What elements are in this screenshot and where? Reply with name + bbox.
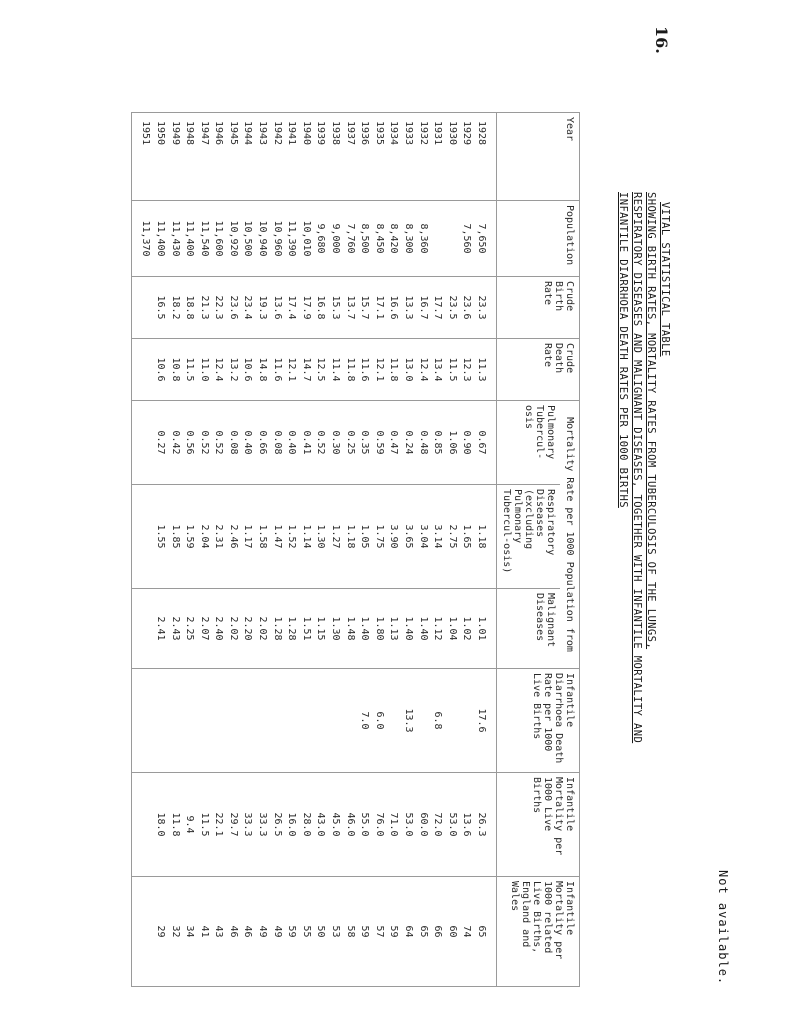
crude-birth-rate-cell: 18.8 bbox=[182, 277, 197, 339]
table-row bbox=[225, 113, 240, 987]
year-cell: 1951 bbox=[131, 113, 152, 201]
table-title: VITAL STATISTICAL TABLE bbox=[659, 202, 671, 357]
malignant-diseases-cell: 1.13 bbox=[386, 589, 401, 669]
crude-death-rate-cell: 13.4 bbox=[430, 339, 445, 401]
infantile-diarrhoea-cell bbox=[298, 669, 313, 773]
infantile-mortality-cell: 26.5 bbox=[269, 773, 284, 877]
pulmonary-tuberculosis-cell: 0.52 bbox=[313, 401, 328, 485]
malignant-diseases-cell: 1.80 bbox=[371, 589, 386, 669]
year-cell: 1944 bbox=[240, 113, 255, 201]
header-infantile-mortality: Infantile Mortality per 1000 Live Births bbox=[497, 773, 580, 877]
crude-birth-rate-cell: 23.6 bbox=[225, 277, 240, 339]
header-mortality-group: Mortality Rate per 1000 Population from bbox=[560, 401, 580, 669]
malignant-diseases-cell: 1.40 bbox=[357, 589, 372, 669]
infantile-diarrhoea-cell bbox=[269, 669, 284, 773]
crude-death-rate-cell bbox=[131, 339, 152, 401]
infantile-mortality-england-wales-cell: 43 bbox=[211, 877, 226, 987]
pulmonary-tuberculosis-cell: 0.90 bbox=[459, 401, 474, 485]
population-cell: 11,400 bbox=[182, 201, 197, 277]
year-cell: 1949 bbox=[167, 113, 182, 201]
infantile-mortality-cell: 13.6 bbox=[459, 773, 474, 877]
respiratory-diseases-cell: 3.14 bbox=[430, 485, 445, 589]
malignant-diseases-cell: 1.04 bbox=[444, 589, 459, 669]
crude-birth-rate-cell: 15.7 bbox=[357, 277, 372, 339]
infantile-diarrhoea-cell bbox=[211, 669, 226, 773]
infantile-diarrhoea-cell bbox=[342, 669, 357, 773]
respiratory-diseases-cell: 3.65 bbox=[400, 485, 415, 589]
year-cell: 1946 bbox=[211, 113, 226, 201]
pulmonary-tuberculosis-cell: 0.35 bbox=[357, 401, 372, 485]
crude-death-rate-cell: 12.4 bbox=[211, 339, 226, 401]
crude-birth-rate-cell: 15.3 bbox=[327, 277, 342, 339]
population-cell bbox=[430, 201, 445, 277]
year-cell: 1948 bbox=[182, 113, 197, 201]
population-cell: 10,010 bbox=[298, 201, 313, 277]
respiratory-diseases-cell: 1.75 bbox=[371, 485, 386, 589]
infantile-mortality-england-wales-cell: 64 bbox=[400, 877, 415, 987]
respiratory-diseases-cell: 1.18 bbox=[473, 485, 496, 589]
table-row bbox=[371, 113, 386, 987]
table-row bbox=[240, 113, 255, 987]
respiratory-diseases-cell bbox=[131, 485, 152, 589]
population-cell: 9,680 bbox=[313, 201, 328, 277]
table-row bbox=[182, 113, 197, 987]
table-row bbox=[386, 113, 401, 987]
infantile-mortality-cell: 11.8 bbox=[167, 773, 182, 877]
infantile-mortality-cell: 55.0 bbox=[357, 773, 372, 877]
infantile-diarrhoea-cell bbox=[327, 669, 342, 773]
malignant-diseases-cell: 2.02 bbox=[225, 589, 240, 669]
malignant-diseases-cell: 2.07 bbox=[196, 589, 211, 669]
infantile-diarrhoea-cell bbox=[182, 669, 197, 773]
infantile-mortality-england-wales-cell: 59 bbox=[386, 877, 401, 987]
crude-birth-rate-cell: 16.8 bbox=[313, 277, 328, 339]
malignant-diseases-cell: 1.02 bbox=[459, 589, 474, 669]
crude-birth-rate-cell: 19.3 bbox=[255, 277, 270, 339]
year-cell: 1931 bbox=[430, 113, 445, 201]
crude-death-rate-cell: 11.8 bbox=[342, 339, 357, 401]
respiratory-diseases-cell: 1.65 bbox=[459, 485, 474, 589]
table-body bbox=[131, 113, 496, 987]
population-cell: 7,560 bbox=[459, 201, 474, 277]
crude-birth-rate-cell: 17.7 bbox=[430, 277, 445, 339]
year-cell: 1942 bbox=[269, 113, 284, 201]
table-row bbox=[430, 113, 445, 987]
year-cell: 1929 bbox=[459, 113, 474, 201]
footnote-not-available: Not available. bbox=[716, 870, 730, 986]
infantile-diarrhoea-cell bbox=[313, 669, 328, 773]
infantile-diarrhoea-cell bbox=[152, 669, 167, 773]
crude-birth-rate-cell: 18.2 bbox=[167, 277, 182, 339]
infantile-mortality-england-wales-cell: 66 bbox=[430, 877, 445, 987]
respiratory-diseases-cell: 1.14 bbox=[298, 485, 313, 589]
infantile-diarrhoea-cell bbox=[167, 669, 182, 773]
table-row bbox=[152, 113, 167, 987]
crude-death-rate-cell: 10.6 bbox=[152, 339, 167, 401]
year-cell: 1930 bbox=[444, 113, 459, 201]
malignant-diseases-cell: 1.40 bbox=[415, 589, 430, 669]
malignant-diseases-cell: 2.20 bbox=[240, 589, 255, 669]
crude-death-rate-cell: 11.0 bbox=[196, 339, 211, 401]
infantile-mortality-cell: 22.1 bbox=[211, 773, 226, 877]
crude-birth-rate-cell: 16.5 bbox=[152, 277, 167, 339]
pulmonary-tuberculosis-cell: 0.25 bbox=[342, 401, 357, 485]
malignant-diseases-cell: 1.48 bbox=[342, 589, 357, 669]
crude-birth-rate-cell: 13.3 bbox=[400, 277, 415, 339]
infantile-mortality-england-wales-cell: 57 bbox=[371, 877, 386, 987]
infantile-mortality-england-wales-cell: 50 bbox=[313, 877, 328, 987]
infantile-mortality-england-wales-cell bbox=[131, 877, 152, 987]
table-row bbox=[298, 113, 313, 987]
infantile-diarrhoea-cell bbox=[415, 669, 430, 773]
crude-birth-rate-cell: 17.9 bbox=[298, 277, 313, 339]
malignant-diseases-cell: 1.30 bbox=[327, 589, 342, 669]
table-row bbox=[313, 113, 328, 987]
malignant-diseases-cell: 1.12 bbox=[430, 589, 445, 669]
infantile-mortality-england-wales-cell: 59 bbox=[284, 877, 299, 987]
infantile-mortality-cell: 16.0 bbox=[284, 773, 299, 877]
table-row bbox=[211, 113, 226, 987]
header-infantile-mortality-england-wales: Infantile Mortality per 1000 related Live Births, England and Wales bbox=[497, 877, 580, 987]
vital-statistics-table bbox=[131, 112, 580, 987]
infantile-mortality-england-wales-cell: 65 bbox=[415, 877, 430, 987]
infantile-diarrhoea-cell bbox=[196, 669, 211, 773]
year-cell: 1937 bbox=[342, 113, 357, 201]
header-pulmonary-tuberculosis: Pulmonary Tubercul-osis bbox=[497, 401, 561, 485]
pulmonary-tuberculosis-cell: 0.40 bbox=[284, 401, 299, 485]
pulmonary-tuberculosis-cell: 0.48 bbox=[415, 401, 430, 485]
infantile-mortality-cell: 33.3 bbox=[255, 773, 270, 877]
population-cell: 11,390 bbox=[284, 201, 299, 277]
infantile-mortality-england-wales-cell: 32 bbox=[167, 877, 182, 987]
population-cell: 9,000 bbox=[327, 201, 342, 277]
population-cell: 7,650 bbox=[473, 201, 496, 277]
infantile-mortality-cell: 28.0 bbox=[298, 773, 313, 877]
crude-birth-rate-cell: 23.3 bbox=[473, 277, 496, 339]
malignant-diseases-cell: 1.28 bbox=[284, 589, 299, 669]
crude-birth-rate-cell: 23.6 bbox=[459, 277, 474, 339]
table-titles bbox=[616, 192, 672, 912]
infantile-diarrhoea-cell bbox=[225, 669, 240, 773]
population-cell: 11,600 bbox=[211, 201, 226, 277]
infantile-diarrhoea-cell bbox=[131, 669, 152, 773]
pulmonary-tuberculosis-cell: 0.24 bbox=[400, 401, 415, 485]
crude-death-rate-cell: 12.1 bbox=[284, 339, 299, 401]
respiratory-diseases-cell: 1.52 bbox=[284, 485, 299, 589]
population-cell: 11,400 bbox=[152, 201, 167, 277]
header-population: Population bbox=[497, 201, 580, 277]
respiratory-diseases-cell: 2.46 bbox=[225, 485, 240, 589]
table-row bbox=[400, 113, 415, 987]
pulmonary-tuberculosis-cell: 0.40 bbox=[240, 401, 255, 485]
infantile-mortality-england-wales-cell: 60 bbox=[444, 877, 459, 987]
infantile-mortality-cell: 9.4 bbox=[182, 773, 197, 877]
malignant-diseases-cell: 1.51 bbox=[298, 589, 313, 669]
malignant-diseases-cell: 2.25 bbox=[182, 589, 197, 669]
population-cell: 10,500 bbox=[240, 201, 255, 277]
infantile-mortality-england-wales-cell: 46 bbox=[240, 877, 255, 987]
infantile-diarrhoea-cell bbox=[284, 669, 299, 773]
infantile-mortality-england-wales-cell: 58 bbox=[342, 877, 357, 987]
infantile-mortality-england-wales-cell: 49 bbox=[255, 877, 270, 987]
respiratory-diseases-cell: 1.59 bbox=[182, 485, 197, 589]
crude-birth-rate-cell: 13.6 bbox=[269, 277, 284, 339]
infantile-mortality-cell: 11.5 bbox=[196, 773, 211, 877]
population-cell: 10,960 bbox=[269, 201, 284, 277]
infantile-mortality-cell: 29.7 bbox=[225, 773, 240, 877]
respiratory-diseases-cell: 1.18 bbox=[342, 485, 357, 589]
malignant-diseases-cell bbox=[131, 589, 152, 669]
pulmonary-tuberculosis-cell: 0.52 bbox=[211, 401, 226, 485]
malignant-diseases-cell: 1.15 bbox=[313, 589, 328, 669]
crude-birth-rate-cell: 23.4 bbox=[240, 277, 255, 339]
population-cell: 7,760 bbox=[342, 201, 357, 277]
respiratory-diseases-cell: 1.05 bbox=[357, 485, 372, 589]
header-crude-death-rate: Crude Death Rate bbox=[497, 339, 580, 401]
infantile-mortality-england-wales-cell: 55 bbox=[298, 877, 313, 987]
malignant-diseases-cell: 2.40 bbox=[211, 589, 226, 669]
infantile-mortality-england-wales-cell: 29 bbox=[152, 877, 167, 987]
crude-birth-rate-cell: 16.7 bbox=[415, 277, 430, 339]
infantile-diarrhoea-cell bbox=[444, 669, 459, 773]
malignant-diseases-cell: 2.41 bbox=[152, 589, 167, 669]
crude-birth-rate-cell: 22.3 bbox=[211, 277, 226, 339]
pulmonary-tuberculosis-cell: 0.08 bbox=[269, 401, 284, 485]
rotated-table-sheet bbox=[140, 112, 672, 992]
table-subtitle-line-3: INFANTILE DIARRHOEA DEATH RATES PER 1000 BIRTHS bbox=[617, 192, 629, 508]
header-respiratory-diseases: Respiratory Diseases (excluding Pulmonary Tubercul-osis) bbox=[497, 485, 561, 589]
infantile-mortality-england-wales-cell: 59 bbox=[357, 877, 372, 987]
pulmonary-tuberculosis-cell: 0.56 bbox=[182, 401, 197, 485]
table-row bbox=[167, 113, 182, 987]
malignant-diseases-cell: 2.43 bbox=[167, 589, 182, 669]
infantile-mortality-england-wales-cell: 49 bbox=[269, 877, 284, 987]
population-cell: 8,360 bbox=[415, 201, 430, 277]
crude-death-rate-cell: 14.8 bbox=[255, 339, 270, 401]
population-cell bbox=[444, 201, 459, 277]
respiratory-diseases-cell: 2.75 bbox=[444, 485, 459, 589]
table-row bbox=[342, 113, 357, 987]
pulmonary-tuberculosis-cell: 0.47 bbox=[386, 401, 401, 485]
infantile-mortality-cell bbox=[131, 773, 152, 877]
crude-death-rate-cell: 11.3 bbox=[473, 339, 496, 401]
infantile-mortality-cell: 43.0 bbox=[313, 773, 328, 877]
table-row bbox=[269, 113, 284, 987]
infantile-diarrhoea-cell bbox=[255, 669, 270, 773]
crude-birth-rate-cell bbox=[131, 277, 152, 339]
population-cell: 8,500 bbox=[357, 201, 372, 277]
infantile-mortality-england-wales-cell: 41 bbox=[196, 877, 211, 987]
year-cell: 1947 bbox=[196, 113, 211, 201]
population-cell: 11,540 bbox=[196, 201, 211, 277]
pulmonary-tuberculosis-cell: 0.42 bbox=[167, 401, 182, 485]
pulmonary-tuberculosis-cell bbox=[131, 401, 152, 485]
year-cell: 1928 bbox=[473, 113, 496, 201]
pulmonary-tuberculosis-cell: 0.30 bbox=[327, 401, 342, 485]
respiratory-diseases-cell: 1.85 bbox=[167, 485, 182, 589]
crude-death-rate-cell: 13.0 bbox=[400, 339, 415, 401]
population-cell: 10,940 bbox=[255, 201, 270, 277]
table-row bbox=[459, 113, 474, 987]
pulmonary-tuberculosis-cell: 0.67 bbox=[473, 401, 496, 485]
infantile-mortality-england-wales-cell: 65 bbox=[473, 877, 496, 987]
crude-birth-rate-cell: 23.5 bbox=[444, 277, 459, 339]
crude-death-rate-cell: 13.2 bbox=[225, 339, 240, 401]
crude-birth-rate-cell: 13.7 bbox=[342, 277, 357, 339]
crude-birth-rate-cell: 17.1 bbox=[371, 277, 386, 339]
crude-death-rate-cell: 11.6 bbox=[269, 339, 284, 401]
year-cell: 1939 bbox=[313, 113, 328, 201]
respiratory-diseases-cell: 1.30 bbox=[313, 485, 328, 589]
respiratory-diseases-cell: 3.04 bbox=[415, 485, 430, 589]
respiratory-diseases-cell: 1.58 bbox=[255, 485, 270, 589]
crude-death-rate-cell: 10.8 bbox=[167, 339, 182, 401]
crude-death-rate-cell: 14.7 bbox=[298, 339, 313, 401]
page-number: 16. bbox=[652, 26, 671, 54]
infantile-diarrhoea-cell bbox=[459, 669, 474, 773]
population-cell: 11,370 bbox=[131, 201, 152, 277]
respiratory-diseases-cell: 1.17 bbox=[240, 485, 255, 589]
infantile-mortality-cell: 71.0 bbox=[386, 773, 401, 877]
year-cell: 1940 bbox=[298, 113, 313, 201]
pulmonary-tuberculosis-cell: 0.59 bbox=[371, 401, 386, 485]
year-cell: 1941 bbox=[284, 113, 299, 201]
crude-birth-rate-cell: 16.6 bbox=[386, 277, 401, 339]
crude-death-rate-cell: 12.1 bbox=[371, 339, 386, 401]
infantile-diarrhoea-cell bbox=[386, 669, 401, 773]
crude-death-rate-cell: 10.6 bbox=[240, 339, 255, 401]
table-row bbox=[284, 113, 299, 987]
infantile-diarrhoea-cell bbox=[240, 669, 255, 773]
crude-death-rate-cell: 11.6 bbox=[357, 339, 372, 401]
respiratory-diseases-cell: 2.31 bbox=[211, 485, 226, 589]
infantile-mortality-cell: 26.3 bbox=[473, 773, 496, 877]
header-malignant-diseases: Malignant Diseases bbox=[497, 589, 561, 669]
table-row bbox=[131, 113, 152, 987]
population-cell: 11,430 bbox=[167, 201, 182, 277]
header-crude-birth-rate: Crude Birth Rate bbox=[497, 277, 580, 339]
year-cell: 1945 bbox=[225, 113, 240, 201]
infantile-mortality-england-wales-cell: 53 bbox=[327, 877, 342, 987]
respiratory-diseases-cell: 3.90 bbox=[386, 485, 401, 589]
infantile-mortality-england-wales-cell: 34 bbox=[182, 877, 197, 987]
infantile-mortality-cell: 60.0 bbox=[415, 773, 430, 877]
infantile-diarrhoea-cell: 6.8 bbox=[430, 669, 445, 773]
respiratory-diseases-cell: 1.55 bbox=[152, 485, 167, 589]
year-cell: 1936 bbox=[357, 113, 372, 201]
population-cell: 8,420 bbox=[386, 201, 401, 277]
pulmonary-tuberculosis-cell: 0.52 bbox=[196, 401, 211, 485]
infantile-mortality-cell: 18.0 bbox=[152, 773, 167, 877]
infantile-mortality-cell: 45.0 bbox=[327, 773, 342, 877]
infantile-mortality-cell: 46.0 bbox=[342, 773, 357, 877]
crude-death-rate-cell: 11.8 bbox=[386, 339, 401, 401]
crude-death-rate-cell: 12.3 bbox=[459, 339, 474, 401]
crude-birth-rate-cell: 21.3 bbox=[196, 277, 211, 339]
year-cell: 1934 bbox=[386, 113, 401, 201]
table-subtitle-line-2: RESPIRATORY DISEASES AND MALIGNANT DISEASES, TOGETHER WITH INFANTILE MORTALITY AND bbox=[631, 192, 643, 744]
pulmonary-tuberculosis-cell: 0.66 bbox=[255, 401, 270, 485]
infantile-mortality-england-wales-cell: 74 bbox=[459, 877, 474, 987]
table-row bbox=[473, 113, 496, 987]
population-cell: 10,920 bbox=[225, 201, 240, 277]
pulmonary-tuberculosis-cell: 1.06 bbox=[444, 401, 459, 485]
year-cell: 1950 bbox=[152, 113, 167, 201]
infantile-diarrhoea-cell: 7.0 bbox=[357, 669, 372, 773]
crude-death-rate-cell: 12.4 bbox=[415, 339, 430, 401]
population-cell: 8,450 bbox=[371, 201, 386, 277]
pulmonary-tuberculosis-cell: 0.27 bbox=[152, 401, 167, 485]
crude-death-rate-cell: 11.5 bbox=[182, 339, 197, 401]
infantile-mortality-england-wales-cell: 46 bbox=[225, 877, 240, 987]
infantile-diarrhoea-cell: 6.0 bbox=[371, 669, 386, 773]
year-cell: 1938 bbox=[327, 113, 342, 201]
malignant-diseases-cell: 2.02 bbox=[255, 589, 270, 669]
malignant-diseases-cell: 1.28 bbox=[269, 589, 284, 669]
header-year: Year bbox=[497, 113, 580, 201]
year-cell: 1943 bbox=[255, 113, 270, 201]
infantile-mortality-cell: 72.0 bbox=[430, 773, 445, 877]
respiratory-diseases-cell: 1.47 bbox=[269, 485, 284, 589]
year-cell: 1935 bbox=[371, 113, 386, 201]
header-infantile-diarrhoea: Infantile Diarrhoea Death Rate per 1000 Live Births bbox=[497, 669, 580, 773]
table-row bbox=[255, 113, 270, 987]
pulmonary-tuberculosis-cell: 0.08 bbox=[225, 401, 240, 485]
respiratory-diseases-cell: 1.27 bbox=[327, 485, 342, 589]
population-cell: 8,300 bbox=[400, 201, 415, 277]
infantile-mortality-cell: 53.0 bbox=[400, 773, 415, 877]
table-row bbox=[196, 113, 211, 987]
table-row bbox=[327, 113, 342, 987]
infantile-mortality-cell: 53.0 bbox=[444, 773, 459, 877]
table-subtitle-line-1: SHOWING BIRTH RATES, MORTALITY RATES FROM TUBERCULOSIS OF THE LUNGS, bbox=[645, 192, 657, 650]
infantile-mortality-cell: 33.3 bbox=[240, 773, 255, 877]
pulmonary-tuberculosis-cell: 0.85 bbox=[430, 401, 445, 485]
pulmonary-tuberculosis-cell: 0.41 bbox=[298, 401, 313, 485]
table-row bbox=[357, 113, 372, 987]
infantile-mortality-cell: 76.0 bbox=[371, 773, 386, 877]
table-row bbox=[444, 113, 459, 987]
malignant-diseases-cell: 1.40 bbox=[400, 589, 415, 669]
year-cell: 1932 bbox=[415, 113, 430, 201]
table-row bbox=[415, 113, 430, 987]
crude-birth-rate-cell: 17.4 bbox=[284, 277, 299, 339]
malignant-diseases-cell: 1.01 bbox=[473, 589, 496, 669]
crude-death-rate-cell: 12.5 bbox=[313, 339, 328, 401]
infantile-diarrhoea-cell: 17.6 bbox=[473, 669, 496, 773]
year-cell: 1933 bbox=[400, 113, 415, 201]
crude-death-rate-cell: 11.4 bbox=[327, 339, 342, 401]
crude-death-rate-cell: 11.5 bbox=[444, 339, 459, 401]
respiratory-diseases-cell: 2.04 bbox=[196, 485, 211, 589]
infantile-diarrhoea-cell: 13.3 bbox=[400, 669, 415, 773]
